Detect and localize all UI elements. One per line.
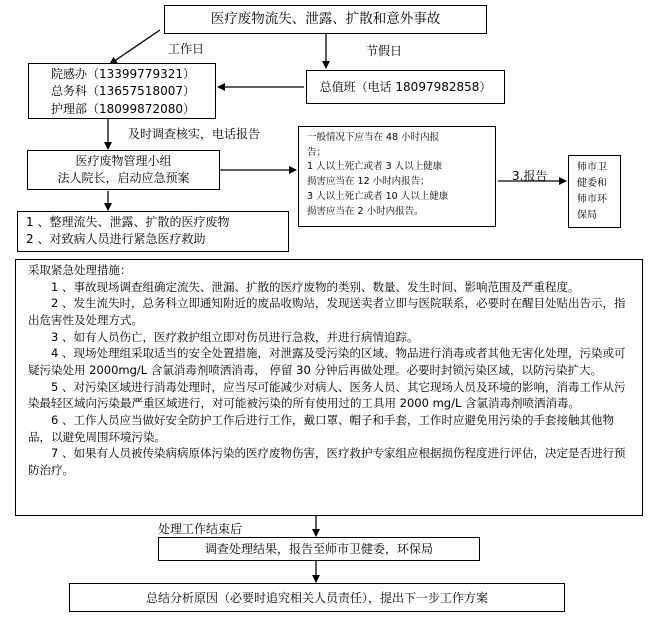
measure-4: 4 、现场处理组采取适当的安全处置措施，对泄露及受污染的区域、物品进行消毒或者其他无害化处理，污染或可疑污染处用 2000mg/L 含氯消毒剂喷洒消毒， 停留 30 分钟后再做处理。必要时封锁污染区域，以防污染扩大。 (28, 346, 626, 378)
measure-1: 1 、事故现场调查组确定流失、泄漏、扩散的医疗废物的类别、数量、发生时间、影响范围及严重程度。 (51, 279, 580, 294)
authority-line-1: 师市卫 (577, 162, 607, 173)
measure-3: 3 、如有人员伤亡，医疗救护组立即对伤员进行急救，并进行病情追踪。 (51, 329, 419, 344)
authority-line-2: 健委和 (577, 178, 607, 189)
result-report-text: 调查处理结果，报告至师市卫健委，环保局 (204, 542, 433, 556)
authority-line-4: 保局 (577, 210, 597, 221)
contact-nursing-dept: 护理部（18099872080） (51, 101, 195, 116)
summary-box (69, 583, 565, 612)
measures-heading: 采取紧急处理措施： (28, 263, 132, 277)
label-verify-report: 及时调查核实，电话报告 (128, 127, 261, 141)
title-box (164, 5, 487, 34)
rule-line-5: 3 人以上死亡或者 10 人以上健康 (307, 190, 449, 202)
result-report-box (158, 537, 480, 561)
action-medical-rescue: 2 、对致病人员进行紧急医疗救助 (26, 232, 206, 247)
title-text: 医疗废物流失、泄露、扩散和意外事故 (210, 11, 441, 28)
arrow-title-to-contacts (110, 30, 160, 64)
label-workday: 工作日 (168, 42, 205, 56)
authority-box (568, 155, 621, 228)
contact-infection-office: 院感办（13399779321） (51, 67, 195, 81)
measure-6: 6 、工作人员应当做好安全防护工作后进行工作，戴口罩、帽子和手套，工作时应避免用污染的手套接触其他物品，以避免周围环境污染。 (28, 413, 614, 444)
measure-7: 7 、如果有人员被传染病病原体污染的医疗废物伤害，医疗救护专家组应根据损伤程度进行评估，决定是否进行预防治疗。 (28, 446, 626, 478)
management-group-box (27, 150, 220, 190)
group-name: 医疗废物管理小组 (75, 154, 172, 169)
summary-text: 总结分析原因（必要时追究相关人员责任），提出下一步工作方案 (145, 590, 488, 605)
initial-actions-box (17, 211, 289, 252)
label-holiday: 节假日 (366, 44, 403, 58)
rule-line-1: 一般情况下应当在 48 小时内报 (307, 132, 440, 143)
authority-line-3: 师市环 (577, 194, 607, 205)
group-action: 法人院长，启动应急预案 (57, 171, 190, 185)
contacts-box (28, 63, 216, 119)
duty-text: 总值班（电话 18097982858） (319, 80, 492, 94)
action-organize-waste: 1 、整理流失、泄露、扩散的医疗废物 (26, 215, 230, 229)
duty-box (306, 70, 505, 104)
report-rules-box (298, 126, 496, 227)
rule-line-6: 损害应当在 2 小时内报告。 (307, 205, 424, 217)
measure-2: 2 、发生流失时，总务科立即通知附近的废品收购站，发现送卖者立即与医院联系，必要时在醒目处贴出告示，指出危害性及处理方式。 (28, 296, 626, 328)
emergency-measures-box (15, 259, 643, 516)
measure-5: 5 、对污染区域进行消毒处理时，应当尽可能减少对病人、医务人员、其它现场人员及环境的影响，消毒工作从污染最轻区域向污染最严重区域进行，对可能被污染的所有使用过的工具用 2000 mg/L 含氯消毒剂喷洒消毒。 (28, 379, 626, 411)
label-after-processing: 处理工作结束后 (158, 522, 243, 536)
rule-line-4: 损害应当在 12 小时内报告； (307, 176, 430, 188)
rule-line-3: 1 人以上死亡或者 3 人以上健康 (307, 161, 443, 173)
label-report: 3.报告 (512, 169, 548, 183)
rule-line-2: 告； (307, 146, 327, 158)
contact-general-affairs: 总务科（13657518007） (51, 84, 195, 99)
